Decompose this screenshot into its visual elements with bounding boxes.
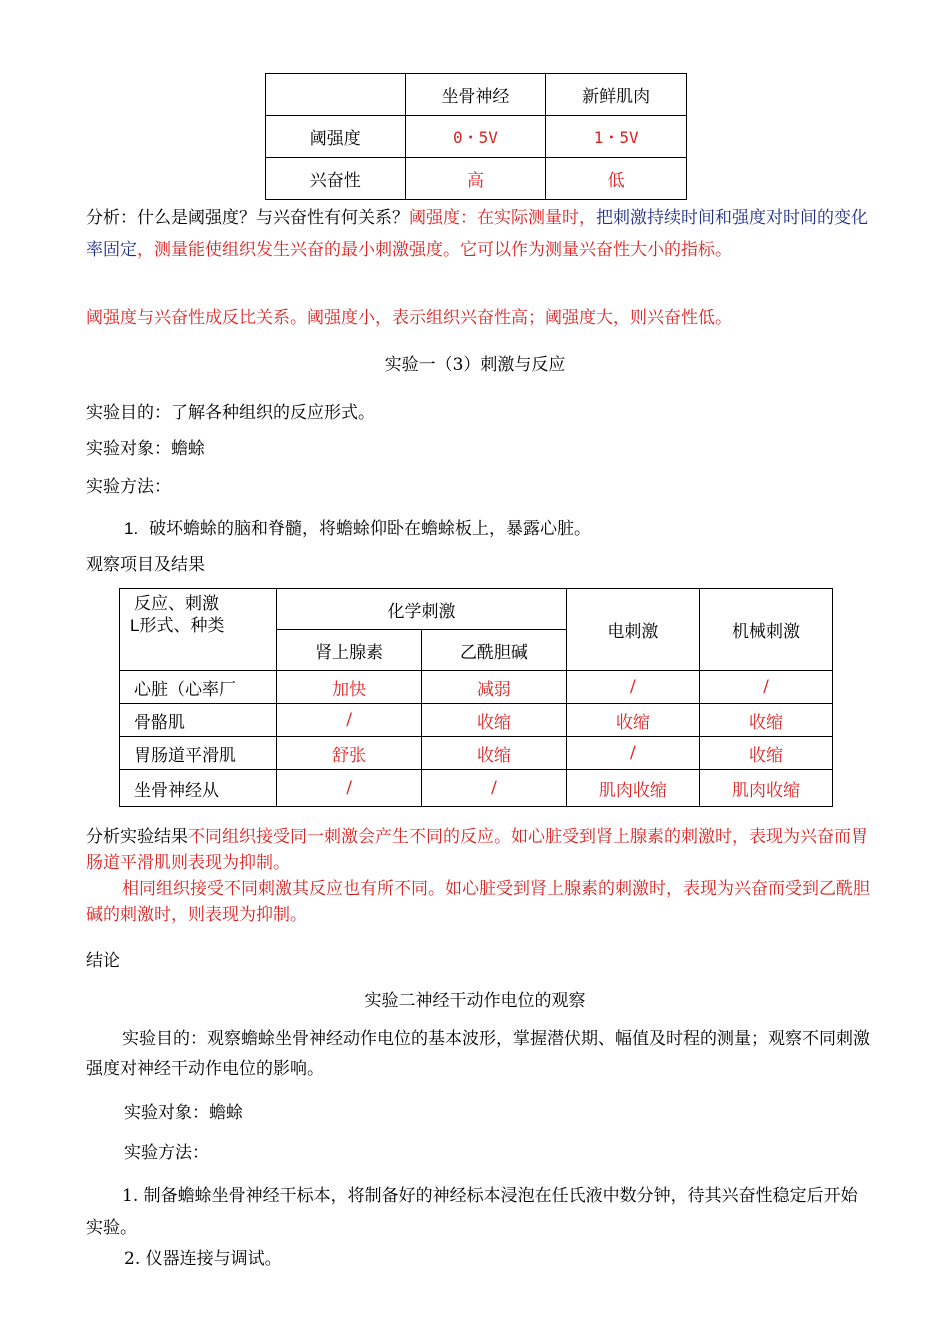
table-row xyxy=(120,770,833,807)
header-chemical: 化学刺激 xyxy=(277,589,567,630)
table-row xyxy=(266,158,687,200)
analysis-answer-b: 把刺激持续时间和强度对时间的变化率固定 xyxy=(86,208,868,260)
table-cell: 收缩 xyxy=(422,737,567,770)
section-title-2: 实验二神经干动作电位的观察 xyxy=(364,991,586,1011)
table-cell: / xyxy=(566,737,699,770)
observe-heading: 观察项目及结果 xyxy=(86,555,205,575)
row-label: 胃肠道平滑肌 xyxy=(120,737,277,770)
results-lead: 分析实验结果 xyxy=(86,827,188,847)
analysis-answer-c: ，测量能使组织发生兴奋的最小刺激强度。它可以作为测量兴奋性大小的指标。 xyxy=(137,240,732,260)
step-1 xyxy=(124,514,591,539)
table-cell: 1・5V xyxy=(546,116,687,158)
header-adrenaline: 肾上腺素 xyxy=(277,630,422,671)
table-cell: / xyxy=(422,770,567,807)
header-mechanical: 机械刺激 xyxy=(699,589,832,671)
step-text: 破坏蟾蜍的脑和脊髓，将蟾蜍仰卧在蟾蜍板上，暴露心脏。 xyxy=(149,519,591,539)
exp2-subject: 实验对象：蟾蜍 xyxy=(124,1103,243,1123)
table-cell: 收缩 xyxy=(699,704,832,737)
analysis-paragraph xyxy=(86,202,871,266)
table-row xyxy=(120,704,833,737)
table-cell: 0・5V xyxy=(405,116,546,158)
table-cell: 减弱 xyxy=(422,671,567,704)
results-analysis xyxy=(86,824,871,876)
header-electric: 电刺激 xyxy=(566,589,699,671)
header-acetylcholine: 乙酰胆碱 xyxy=(422,630,567,671)
table-cell: 收缩 xyxy=(699,737,832,770)
table-cell: 低 xyxy=(546,158,687,200)
row-label: 心脏（心率厂 xyxy=(120,671,277,704)
table-row xyxy=(266,116,687,158)
purpose-text: 实验目的：了解各种组织的反应形式。 xyxy=(86,403,375,423)
table-cell: / xyxy=(277,704,422,737)
table-cell: / xyxy=(277,770,422,807)
exp2-step-1: 1. 制备蟾蜍坐骨神经干标本，将制备好的神经标本浸泡在任氏液中数分钟，待其兴奋性稳定后开始实验。 xyxy=(86,1186,858,1238)
results-para-2: 相同组织接受不同刺激其反应也有所不同。如心脏受到肾上腺素的刺激时，表现为兴奋而受到乙酰胆碱的刺激时，则表现为抑制。 xyxy=(86,879,870,925)
row-label: 坐骨神经从 xyxy=(120,770,277,807)
step-number: 1. xyxy=(124,519,139,538)
conclusion-heading: 结论 xyxy=(86,951,120,971)
method-text: 实验方法： xyxy=(86,477,171,497)
table-header-row xyxy=(266,74,687,116)
subject-text: 实验对象：蟾蜍 xyxy=(86,439,205,459)
table-cell: / xyxy=(699,671,832,704)
corner-line-1: 反应、刺激 xyxy=(134,594,219,614)
results-para-1: 不同组织接受同一刺激会产生不同的反应。如心脏受到肾上腺素的刺激时，表现为兴奋而胃肠道平滑肌则表现为抑制。 xyxy=(86,827,868,873)
exp2-method: 实验方法： xyxy=(124,1143,209,1163)
table-cell: 肌肉收缩 xyxy=(566,770,699,807)
table-cell: 加快 xyxy=(277,671,422,704)
header-sciatic-nerve: 坐骨神经 xyxy=(405,74,546,116)
exp2-purpose: 实验目的：观察蟾蜍坐骨神经动作电位的基本波形，掌握潜伏期、幅值及时程的测量；观察不同刺激强度对神经干动作电位的影响。 xyxy=(86,1029,870,1079)
header-fresh-muscle: 新鲜肌肉 xyxy=(546,74,687,116)
table-cell: 收缩 xyxy=(566,704,699,737)
table-cell: / xyxy=(566,671,699,704)
row-label: 兴奋性 xyxy=(266,158,406,200)
table-cell: 肌肉收缩 xyxy=(699,770,832,807)
stimulus-response-table xyxy=(119,588,833,807)
corner-line-2: L形式、种类 xyxy=(130,616,225,635)
row-label: 阈强度 xyxy=(266,116,406,158)
analysis-answer-a: 阈强度：在实际测量时， xyxy=(409,208,596,228)
row-label: 骨骼肌 xyxy=(120,704,277,737)
table-cell: 收缩 xyxy=(422,704,567,737)
exp2-step-2: 2. 仪器连接与调试。 xyxy=(124,1249,282,1269)
table-cell: 舒张 xyxy=(277,737,422,770)
table-cell: 高 xyxy=(405,158,546,200)
table-row xyxy=(120,671,833,704)
section-title: 实验一（3）刺激与反应 xyxy=(384,355,566,375)
table-row xyxy=(120,737,833,770)
threshold-table xyxy=(265,73,687,200)
analysis-question: 分析：什么是阈强度？与兴奋性有何关系？ xyxy=(86,208,409,228)
table-corner-cell xyxy=(266,74,406,116)
relation-paragraph: 阈强度与兴奋性成反比关系。阈强度小，表示组织兴奋性高；阈强度大，则兴奋性低。 xyxy=(86,308,732,328)
table-corner-cell xyxy=(120,589,277,671)
